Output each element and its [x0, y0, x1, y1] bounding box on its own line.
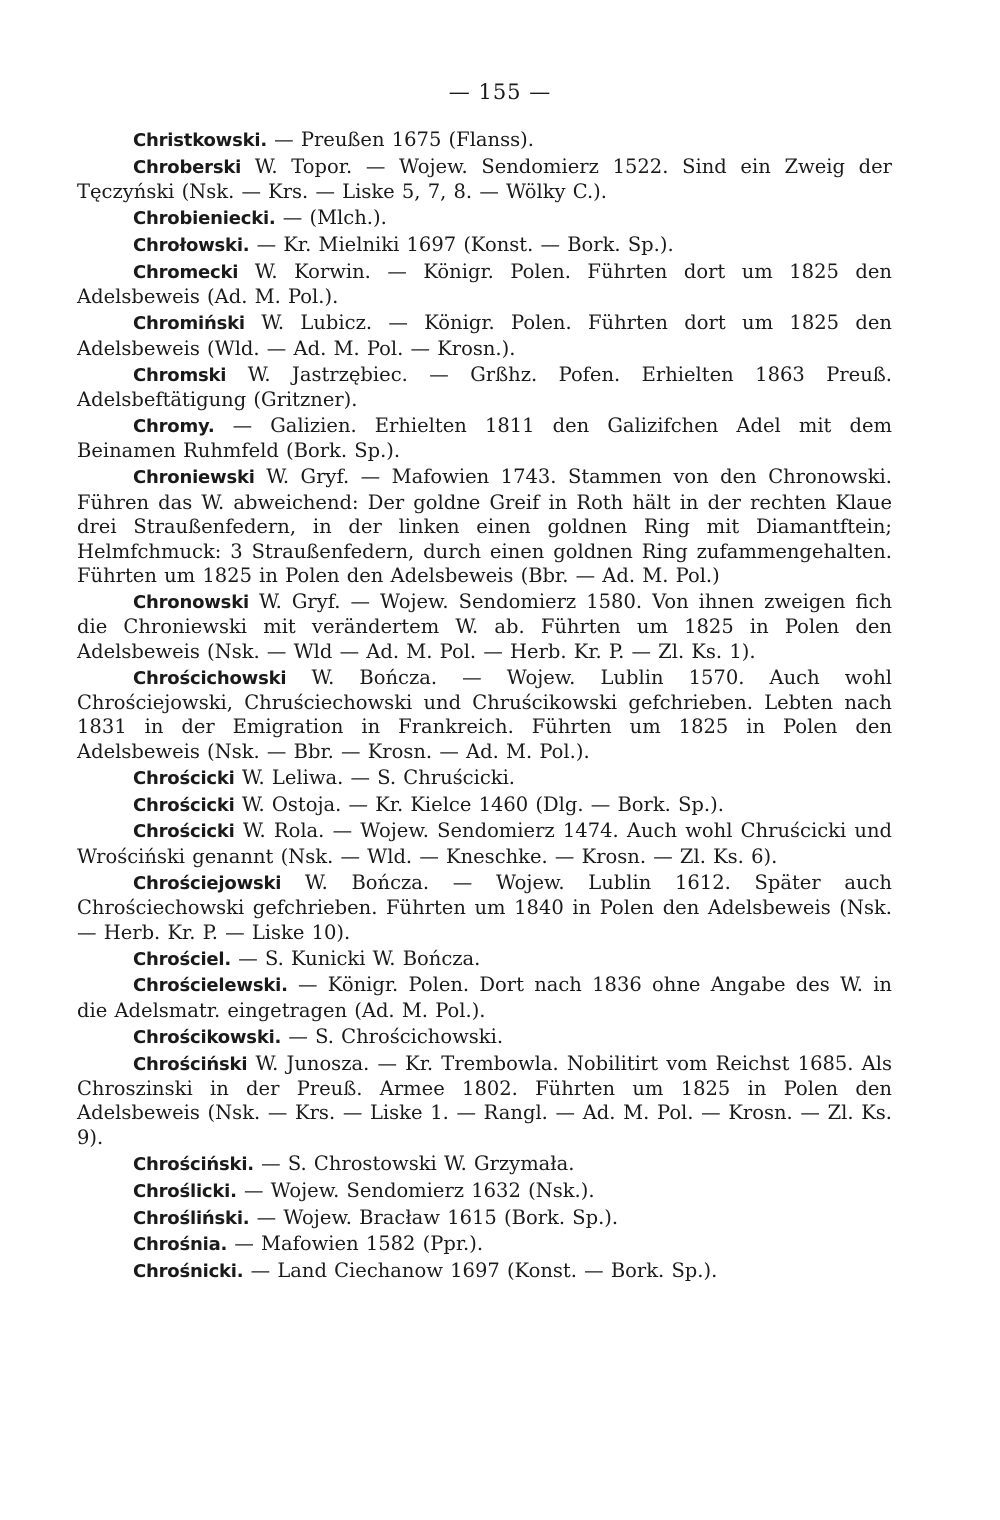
entry-text: W. Topor. — Wojew. Sendomierz 1522. Sind ein Zweig der Tęczyński (Nsk. — Krs. — Liske 5, 7, 8. — Wölky C.). — [77, 154, 892, 204]
entry-surname: Chrobieniecki. — [133, 208, 276, 230]
entry — [77, 1052, 892, 1151]
entry-surname: Christkowski. — [133, 130, 267, 151]
entry-text: W. Lubicz. — Königr. Polen. Führten dort um 1825 den Adelsbeweis (Wld. — Ad. M. Pol. — Krosn.). — [77, 311, 892, 360]
entry-surname: Chromecki — [133, 262, 239, 284]
entry-surname: Chromski — [133, 364, 227, 386]
entry — [77, 590, 892, 664]
entry-text: — Mafowien 1582 (Ppr.). — [227, 1232, 484, 1256]
entry-text: — S. Chrościchowski. — [281, 1024, 504, 1048]
entry-list — [77, 128, 892, 1286]
entry — [77, 1206, 892, 1231]
entry — [77, 947, 892, 972]
entry-surname: Chrośnicki. — [133, 1261, 244, 1283]
entry-text: — S. Kunicki W. Bończa. — [231, 946, 481, 970]
entry — [77, 233, 892, 258]
entry-text: W. Leliwa. — S. Chruścicki. — [234, 765, 516, 789]
entry-text: — Land Ciechanow 1697 (Konst. — Bork. Sp.). — [243, 1259, 718, 1283]
entry — [77, 206, 892, 231]
entry-surname: Chrościński — [133, 1053, 248, 1075]
entry — [77, 128, 892, 153]
entry-text: — Wojew. Sendomierz 1632 (Nsk.). — [236, 1178, 595, 1202]
entry-text: — Königr. Polen. Dort nach 1836 ohne Angabe des W. in die Adelsmatr. eingetragen (Ad. M. Pol.). — [77, 973, 892, 1022]
entry — [77, 414, 892, 464]
entry-surname: Chroślicki. — [133, 1180, 237, 1202]
entry-surname: Chromiński — [133, 313, 245, 335]
entry-surname: Chrościejowski — [133, 872, 282, 894]
entry-text: — Wojew. Bracław 1615 (Bork. Sp.). — [249, 1205, 619, 1229]
entry-text: W. Rola. — Wojew. Sendomierz 1474. Auch wohl Chruścicki und Wrościński genannt (Nsk. — Wld. — Kneschke. — Krosn. — Zl. Ks. 6). — [77, 819, 892, 868]
entry — [77, 465, 892, 588]
entry-surname: Chromy. — [133, 415, 215, 437]
entry-text: W. Jastrzębiec. — Grßhz. Pofen. Erhielten 1863 Preuß. Adelsbeftätigung (Gritzner). — [77, 362, 892, 412]
entry-surname: Chrościcki — [133, 767, 235, 789]
entry — [77, 871, 892, 945]
entry-surname: Chrościcki — [133, 794, 235, 816]
entry-text: W. Gryf. — Mafowien 1743. Stammen von den Chronowski. Führen das W. abweichend: Der goldne Greif in Roth hält in der rechten Klaue drei Straußenfedern, in der linken einen goldnen Ring mit Diamantftein; Helmfchmuck: 3 Straußenfedern, durch einen goldnen Ring zufammengehalten. Führten um 1825 in Polen den Adelsbeweis (Bbr. — Ad. M. Pol.) — [77, 465, 892, 587]
entry-text: W. Korwin. — Königr. Polen. Führten dort um 1825 den Adelsbeweis (Ad. M. Pol.). — [77, 260, 892, 309]
entry-text: — S. Chrostowski W. Grzymała. — [253, 1151, 575, 1175]
entry-text: — (Mlch.). — [275, 206, 387, 230]
entry — [77, 819, 892, 869]
entry-surname: Chrościński. — [133, 1153, 254, 1175]
entry-text: W. Bończa. — Wojew. Lublin 1612. Später auch Chrościechowski gefchrieben. Führten um 1840 in Polen den Adelsbeweis (Nsk. — Herb. Kr. P. — Liske 10). — [77, 870, 892, 944]
entry — [77, 1259, 892, 1284]
entry — [77, 766, 892, 791]
entry-text: W. Gryf. — Wojew. Sendomierz 1580. Von ihnen zweigen fich die Chroniewski mit verändertem W. ab. Führten um 1825 in Polen den Adelsbeweis (Nsk. — Wld — Ad. M. Pol. — Herb. Kr. P. — Zl. Ks. 1). — [77, 589, 892, 663]
entry — [77, 666, 892, 765]
entry — [77, 1179, 892, 1204]
entry — [77, 311, 892, 361]
entry-surname: Chrościkowski. — [133, 1026, 282, 1048]
entry-surname: Chrościcki — [133, 821, 235, 843]
entry-text: W. Bończa. — Wojew. Lublin 1570. Auch wohl Chrościejowski, Chruściechowski und Chruścikowski gefchrieben. Lebten nach 1831 in der Emigration in Frankreich. Führten um 1825 in Polen den Adelsbeweis (Nsk. — Bbr. — Krosn. — Ad. M. Pol.). — [77, 665, 892, 763]
entry — [77, 155, 892, 205]
entry — [77, 1152, 892, 1177]
entry — [77, 1232, 892, 1257]
entry — [77, 793, 892, 818]
entry — [77, 973, 892, 1023]
entry-surname: Chrościel. — [133, 948, 232, 970]
entry — [77, 1025, 892, 1050]
entry-text: — Galizien. Erhielten 1811 den Galizifchen Adel mit dem Beinamen Ruhmfeld (Bork. Sp.). — [77, 413, 892, 463]
page-number: — 155 — — [448, 80, 552, 104]
entry-surname: Chroniewski — [133, 467, 255, 489]
entry-surname: Chroberski — [133, 156, 242, 178]
entry-surname: Chronowski — [133, 591, 249, 613]
entry — [77, 260, 892, 310]
entry-surname: Chrościelewski. — [133, 975, 288, 997]
entry-text: W. Junosza. — Kr. Trembowla. Nobilitirt vom Reichst 1685. Als Chroszinski in der Preuß. Armee 1802. Führten um 1825 in Polen den Adelsbeweis (Nsk. — Krs. — Liske 1. — Rangl. — Ad. M. Pol. — Krosn. — Zl. Ks. 9). — [77, 1051, 892, 1149]
entry-surname: Chrośnia. — [133, 1234, 228, 1256]
entry-surname: Chrośliński. — [133, 1207, 250, 1229]
entry — [77, 363, 892, 413]
entry-text: — Kr. Mielniki 1697 (Konst. — Bork. Sp.). — [249, 233, 674, 257]
entry-text: — Preußen 1675 (Flanss). — [266, 128, 534, 151]
entry-text: W. Ostoja. — Kr. Kielce 1460 (Dlg. — Bork. Sp.). — [234, 792, 724, 816]
entry-surname: Chrościchowski — [133, 667, 287, 689]
entry-surname: Chrołowski. — [133, 235, 250, 257]
